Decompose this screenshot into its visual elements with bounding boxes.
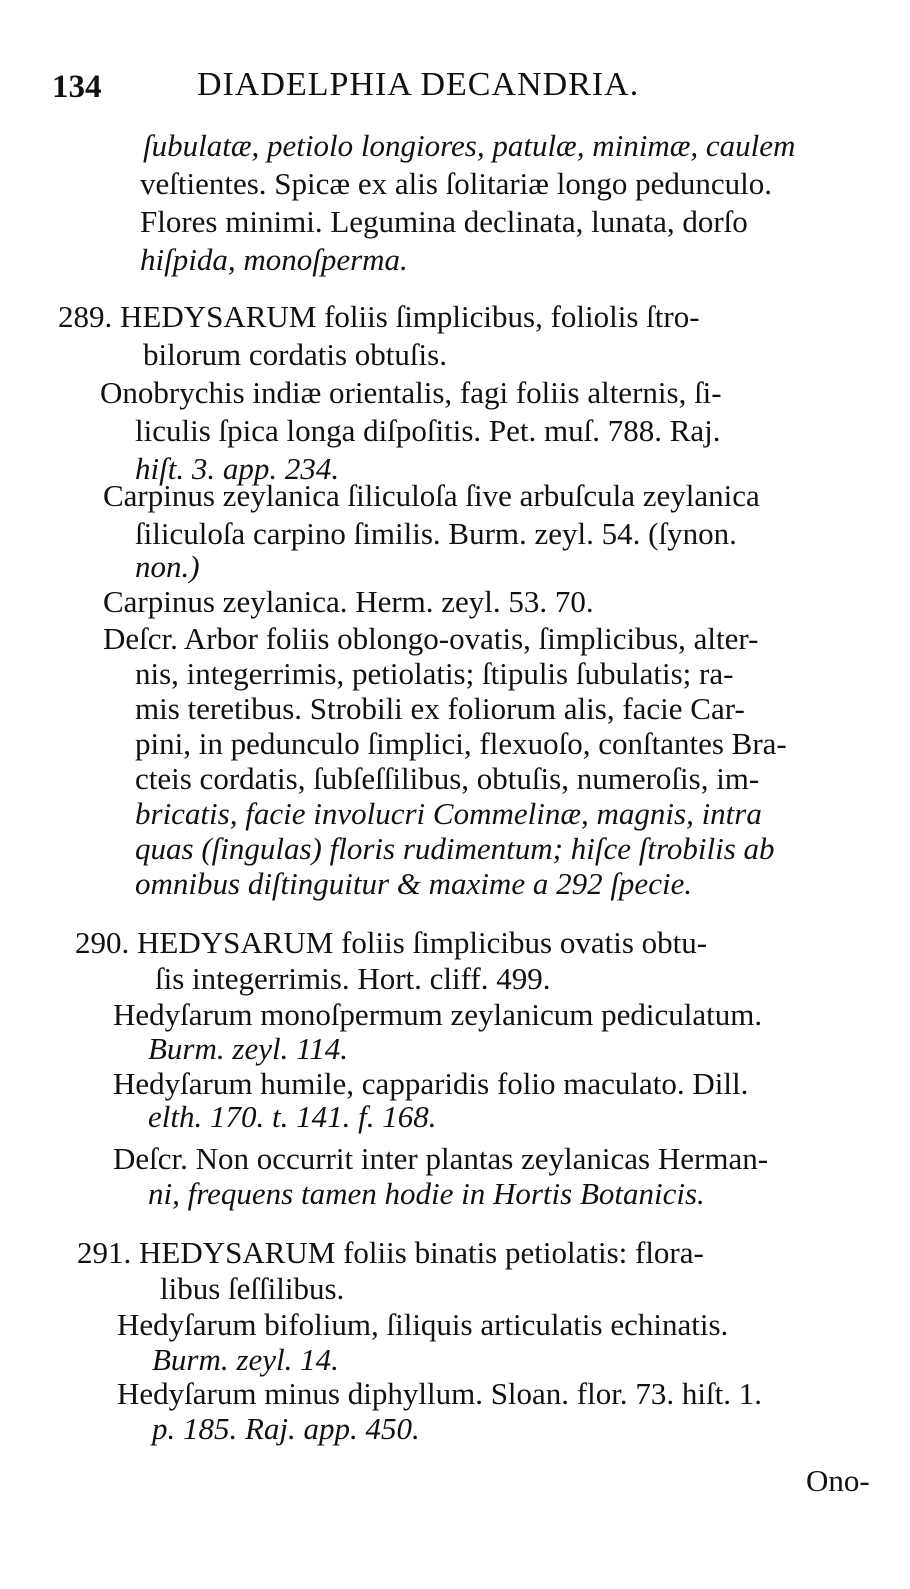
text-line: omnibus diſtinguitur & maxime a 292 ſpecie.	[135, 866, 693, 901]
text-line: Hedyſarum bifolium, ſiliquis articulatis echinatis.	[117, 1307, 729, 1342]
text-line: hiſpida, monoſperma.	[140, 242, 408, 277]
text-line: elth. 170. t. 141. f. 168.	[148, 1099, 437, 1134]
entry-heading-289: 289. HEDYSARUM foliis ſimplicibus, foliolis ſtro-	[58, 299, 700, 334]
text-line: Carpinus zeylanica ſiliculoſa ſive arbuſcula zeylanica	[103, 478, 760, 513]
text-line: nis, integerrimis, petiolatis; ſtipulis ſubulatis; ra-	[135, 656, 734, 691]
text-line: ſis integerrimis. Hort. cliff. 499.	[155, 961, 551, 996]
text-line: ſiliculoſa carpino ſimilis. Burm. zeyl. 54. (ſynon.	[135, 516, 737, 551]
text-line: Hedyſarum monoſpermum zeylanicum pediculatum.	[113, 997, 763, 1032]
text-line: Carpinus zeylanica. Herm. zeyl. 53. 70.	[103, 584, 594, 619]
text-line: non.)	[135, 549, 200, 584]
text-line: Burm. zeyl. 114.	[148, 1031, 349, 1066]
entry-heading-290: 290. HEDYSARUM foliis ſimplicibus ovatis obtu-	[75, 925, 708, 960]
page-number: 134	[52, 69, 102, 105]
text-line: mis teretibus. Strobili ex foliorum alis, facie Car-	[135, 691, 745, 726]
text-line: ni, frequens tamen hodie in Hortis Botanicis.	[148, 1176, 705, 1211]
text-line: quas (ſingulas) floris rudimentum; hiſce ſtrobilis ab	[135, 831, 775, 866]
text-line: Burm. zeyl. 14.	[152, 1342, 339, 1377]
text-line: pini, in pedunculo ſimplici, flexuoſo, conſtantes Bra-	[135, 726, 787, 761]
text-line: Flores minimi. Legumina declinata, lunata, dorſo	[140, 204, 748, 239]
text-line: Deſcr. Non occurrit inter plantas zeylanicas Herman-	[113, 1141, 769, 1176]
text-line: bilorum cordatis obtuſis.	[143, 337, 447, 372]
text-line: liculis ſpica longa diſpoſitis. Pet. muſ. 788. Raj.	[135, 413, 721, 448]
running-title: DIADELPHIA DECANDRIA.	[197, 66, 640, 103]
text-line: Deſcr. Arbor foliis oblongo-ovatis, ſimplicibus, alter-	[103, 621, 759, 656]
text-line: cteis cordatis, ſubſeſſilibus, obtuſis, numeroſis, im-	[135, 761, 760, 796]
text-line: veſtientes. Spicæ ex alis ſolitariæ longo pedunculo.	[140, 166, 772, 201]
catchword: Ono-	[806, 1463, 870, 1498]
text-line: Hedyſarum humile, capparidis folio maculato. Dill.	[113, 1066, 749, 1101]
text-line: bricatis, facie involucri Commelinæ, magnis, intra	[135, 796, 762, 831]
text-line: Onobrychis indiæ orientalis, fagi foliis alternis, ſi-	[100, 375, 722, 410]
text-line: Hedyſarum minus diphyllum. Sloan. flor. 73. hiſt. 1.	[117, 1376, 762, 1411]
text-line: p. 185. Raj. app. 450.	[152, 1411, 420, 1446]
text-line: libus ſeſſilibus.	[160, 1271, 345, 1306]
entry-heading-291: 291. HEDYSARUM foliis binatis petiolatis: flora-	[77, 1235, 704, 1270]
text-line: ſubulatæ, petiolo longiores, patulæ, minimæ, caulem	[143, 128, 796, 163]
text-line: hiſt. 3. app. 234.	[135, 451, 340, 486]
